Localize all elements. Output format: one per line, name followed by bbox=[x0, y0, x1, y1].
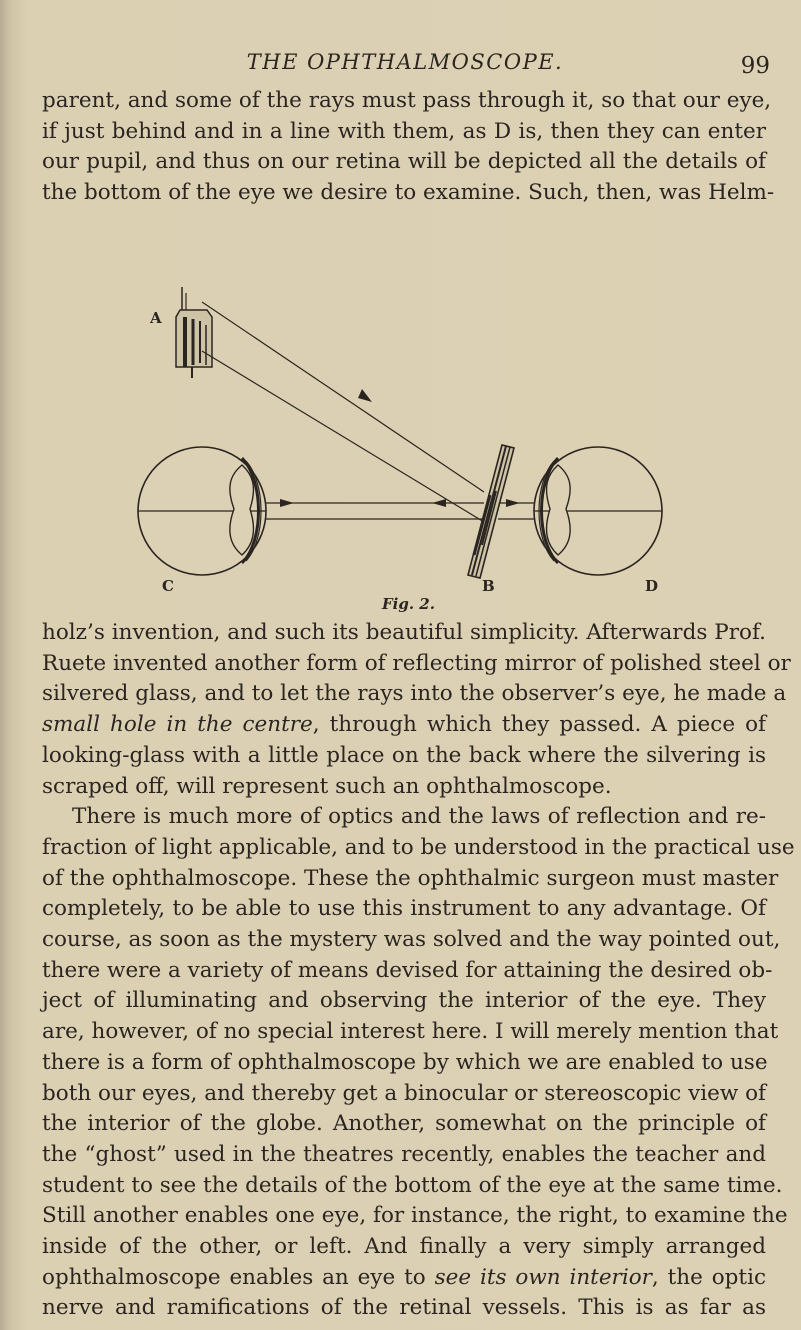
text-line: both our eyes, and thereby get a binocular or stereoscopic view of bbox=[42, 1080, 766, 1106]
text-line: our pupil, and thus on our retina will be depicted all the details of bbox=[42, 149, 766, 175]
running-head: THE OPHTHALMOSCOPE. bbox=[246, 50, 564, 74]
text-line: Still another enables one eye, for instance, the right, to examine the bbox=[42, 1203, 788, 1229]
paragraph-top bbox=[42, 86, 775, 209]
label-a: A bbox=[150, 309, 162, 327]
mirror-b bbox=[468, 445, 514, 578]
text-line: completely, to be able to use this instrument to any advantage. Of bbox=[42, 896, 766, 922]
text-line: holz’s invention, and such its beautiful simplicity. Afterwards Prof. bbox=[42, 620, 766, 645]
text-line: student to see the details of the bottom of the eye at the same time. bbox=[42, 1172, 783, 1198]
text-line: are, however, of no special interest here. I will merely mention that bbox=[42, 1019, 779, 1045]
text-run: , through which they passed. A piece of bbox=[312, 712, 766, 738]
text-line: the “ghost” used in the theatres recently, enables the teacher and bbox=[42, 1141, 766, 1167]
text-line: ject of illuminating and observing the interior of the eye. They bbox=[42, 988, 766, 1014]
eye-d bbox=[534, 447, 662, 575]
label-d: D bbox=[644, 577, 658, 595]
text-line: scraped off, will represent such an ophthalmoscope. bbox=[42, 773, 612, 799]
text-line bbox=[42, 1263, 766, 1294]
eye-c bbox=[138, 447, 266, 575]
text-line: looking-glass with a little place on the back where the silvering is bbox=[42, 742, 766, 768]
label-c: C bbox=[162, 577, 174, 595]
italic-phrase: see its own interior bbox=[434, 1264, 652, 1290]
text-run: ophthalmoscope enables an eye to bbox=[42, 1264, 435, 1290]
text-line: parent, and some of the rays must pass through it, so that our eye, bbox=[42, 88, 772, 113]
text-run: , the optic bbox=[651, 1264, 766, 1290]
text-line bbox=[42, 710, 766, 741]
text-line: of the ophthalmoscope. These the ophthalmic surgeon must master bbox=[42, 865, 779, 891]
figure-ophthalmoscope-diagram bbox=[130, 255, 670, 615]
text-line: inside of the other, or left. And finally a very simply arranged bbox=[42, 1234, 766, 1260]
lamp-source bbox=[176, 287, 212, 378]
text-line: fraction of light applicable, and to be understood in the practical use bbox=[42, 834, 795, 860]
figure-caption: Fig. 2. bbox=[382, 595, 435, 613]
page-header bbox=[40, 42, 770, 82]
text-line: there were a variety of means devised for attaining the desired ob- bbox=[42, 957, 773, 983]
italic-phrase: small hole in the centre bbox=[42, 712, 313, 738]
text-line: course, as soon as the mystery was solved and the way pointed out, bbox=[42, 927, 781, 953]
text-line: the interior of the globe. Another, somewhat on the principle of bbox=[42, 1111, 766, 1137]
text-line: nerve and ramifications of the retinal vessels. This is as far as bbox=[42, 1295, 766, 1321]
text-line: There is much more of optics and the laws of reflection and re- bbox=[72, 804, 766, 830]
paragraph-middle bbox=[42, 618, 795, 1324]
text-line: Ruete invented another form of reflecting mirror of polished steel or bbox=[42, 650, 791, 676]
text-line: silvered glass, and to let the rays into the observer’s eye, he made a bbox=[42, 681, 787, 707]
label-b: B bbox=[482, 577, 495, 595]
text-line: there is a form of ophthalmoscope by which we are enabled to use bbox=[42, 1049, 768, 1075]
text-line: the bottom of the eye we desire to examine. Such, then, was Helm- bbox=[42, 180, 775, 206]
page-number: 99 bbox=[740, 53, 770, 79]
text-line: if just behind and in a line with them, as D is, then they can enter bbox=[42, 118, 766, 144]
